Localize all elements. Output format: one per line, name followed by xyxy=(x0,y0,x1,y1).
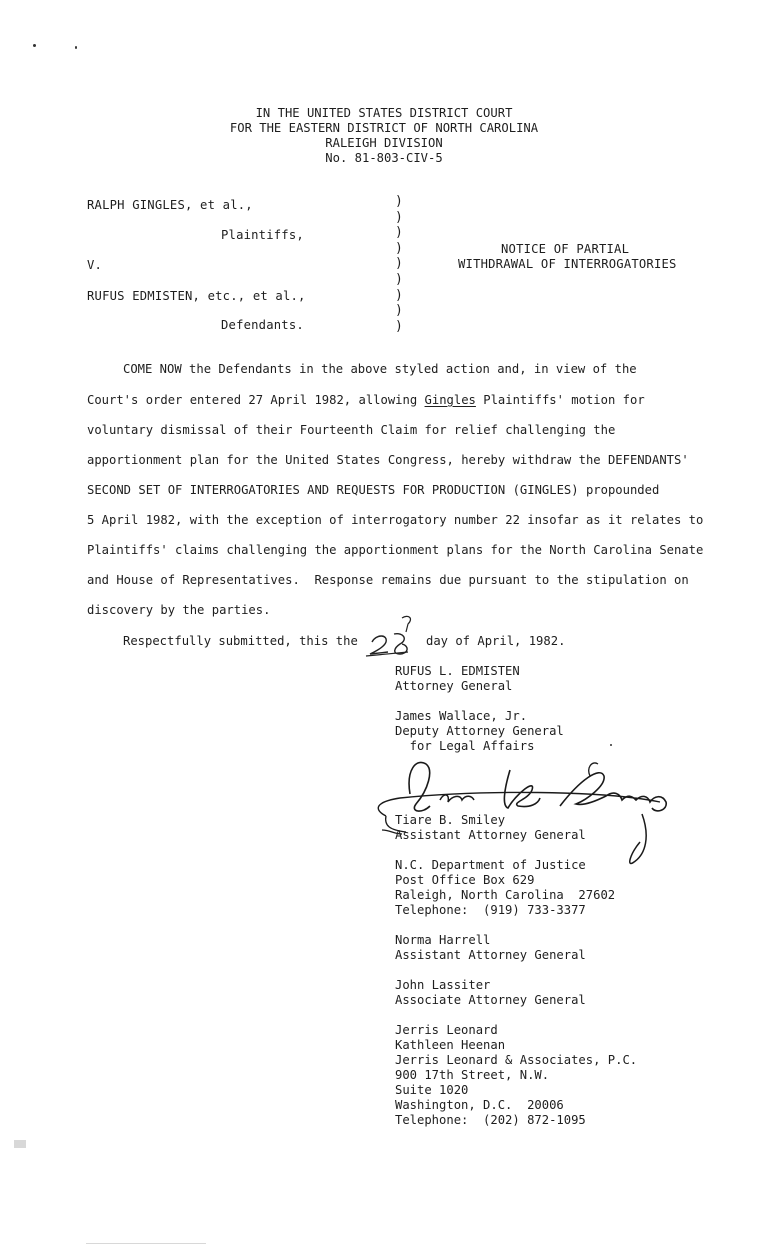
scan-edge-line xyxy=(86,1243,206,1244)
handwritten-signature xyxy=(360,750,680,870)
court-name-line-1: IN THE UNITED STATES DISTRICT COURT xyxy=(255,106,513,120)
body-line-4: apportionment plan for the United States Congress, hereby withdraw the DEFENDANTS' xyxy=(87,453,689,467)
lassiter-block: John Lassiter Associate Attorney General xyxy=(395,978,586,1007)
defendant-name: RUFUS EDMISTEN, etc., et al., xyxy=(87,289,306,303)
body-line-3: voluntary dismissal of their Fourteenth Claim for relief challenging the xyxy=(87,423,616,437)
caption-bracket-column: ) ) ) ) ) ) ) ) ) xyxy=(395,194,403,334)
scan-speck xyxy=(610,744,612,746)
body-line-2: Court's order entered 27 April 1982, allowing Gingles Plaintiffs' motion for xyxy=(87,393,645,407)
underlined-case-name: Gingles xyxy=(424,393,476,407)
attorney-general-block: RUFUS L. EDMISTEN Attorney General xyxy=(395,664,520,693)
submission-prefix: Respectfully submitted, this the xyxy=(123,634,358,648)
department-address-block: N.C. Department of Justice Post Office Box 629 Raleigh, North Carolina 27602 Telephone: (919) 733-3377 xyxy=(395,858,616,917)
handwritten-day-number xyxy=(364,612,420,664)
court-name-line-2: FOR THE EASTERN DISTRICT OF NORTH CAROLINA xyxy=(229,121,539,135)
harrell-block: Norma Harrell Assistant Attorney General xyxy=(395,933,586,962)
scan-speck xyxy=(75,46,77,49)
court-division: RALEIGH DIVISION xyxy=(325,136,443,150)
document-title-line-1: NOTICE OF PARTIAL xyxy=(501,242,630,256)
plaintiff-role: Plaintiffs, xyxy=(221,228,304,242)
plaintiff-name: RALPH GINGLES, et al., xyxy=(87,198,253,212)
deputy-block: James Wallace, Jr. Deputy Attorney General for Legal Affairs xyxy=(395,709,564,753)
scan-speck xyxy=(33,44,36,47)
scan-smudge xyxy=(14,1140,26,1148)
submission-suffix: day of April, 1982. xyxy=(426,634,566,648)
body-line-8: and House of Representatives. Response remains due pursuant to the stipulation on xyxy=(87,573,689,587)
versus: V. xyxy=(87,258,103,272)
document-title-line-2: WITHDRAWAL OF INTERROGATORIES xyxy=(458,257,677,271)
signer-block: Tiare B. Smiley Assistant Attorney General xyxy=(395,813,586,842)
body-line-5: SECOND SET OF INTERROGATORIES AND REQUESTS FOR PRODUCTION (GINGLES) propounded xyxy=(87,483,660,497)
defendant-role: Defendants. xyxy=(221,318,304,332)
case-number: No. 81-803-CIV-5 xyxy=(325,151,443,165)
leonard-associates-block: Jerris Leonard Kathleen Heenan Jerris Leonard & Associates, P.C. 900 17th Street, N.W. Suite 1020 Washington, D.C. 20006 Telephone: (202) 872-1095 xyxy=(395,1023,638,1127)
body-line-6: 5 April 1982, with the exception of interrogatory number 22 insofar as it relates to xyxy=(87,513,704,527)
body-line-7: Plaintiffs' claims challenging the apportionment plans for the North Carolina Senate xyxy=(87,543,704,557)
body-line-1: COME NOW the Defendants in the above styled action and, in view of the xyxy=(123,362,637,376)
body-line-9: discovery by the parties. xyxy=(87,603,271,617)
